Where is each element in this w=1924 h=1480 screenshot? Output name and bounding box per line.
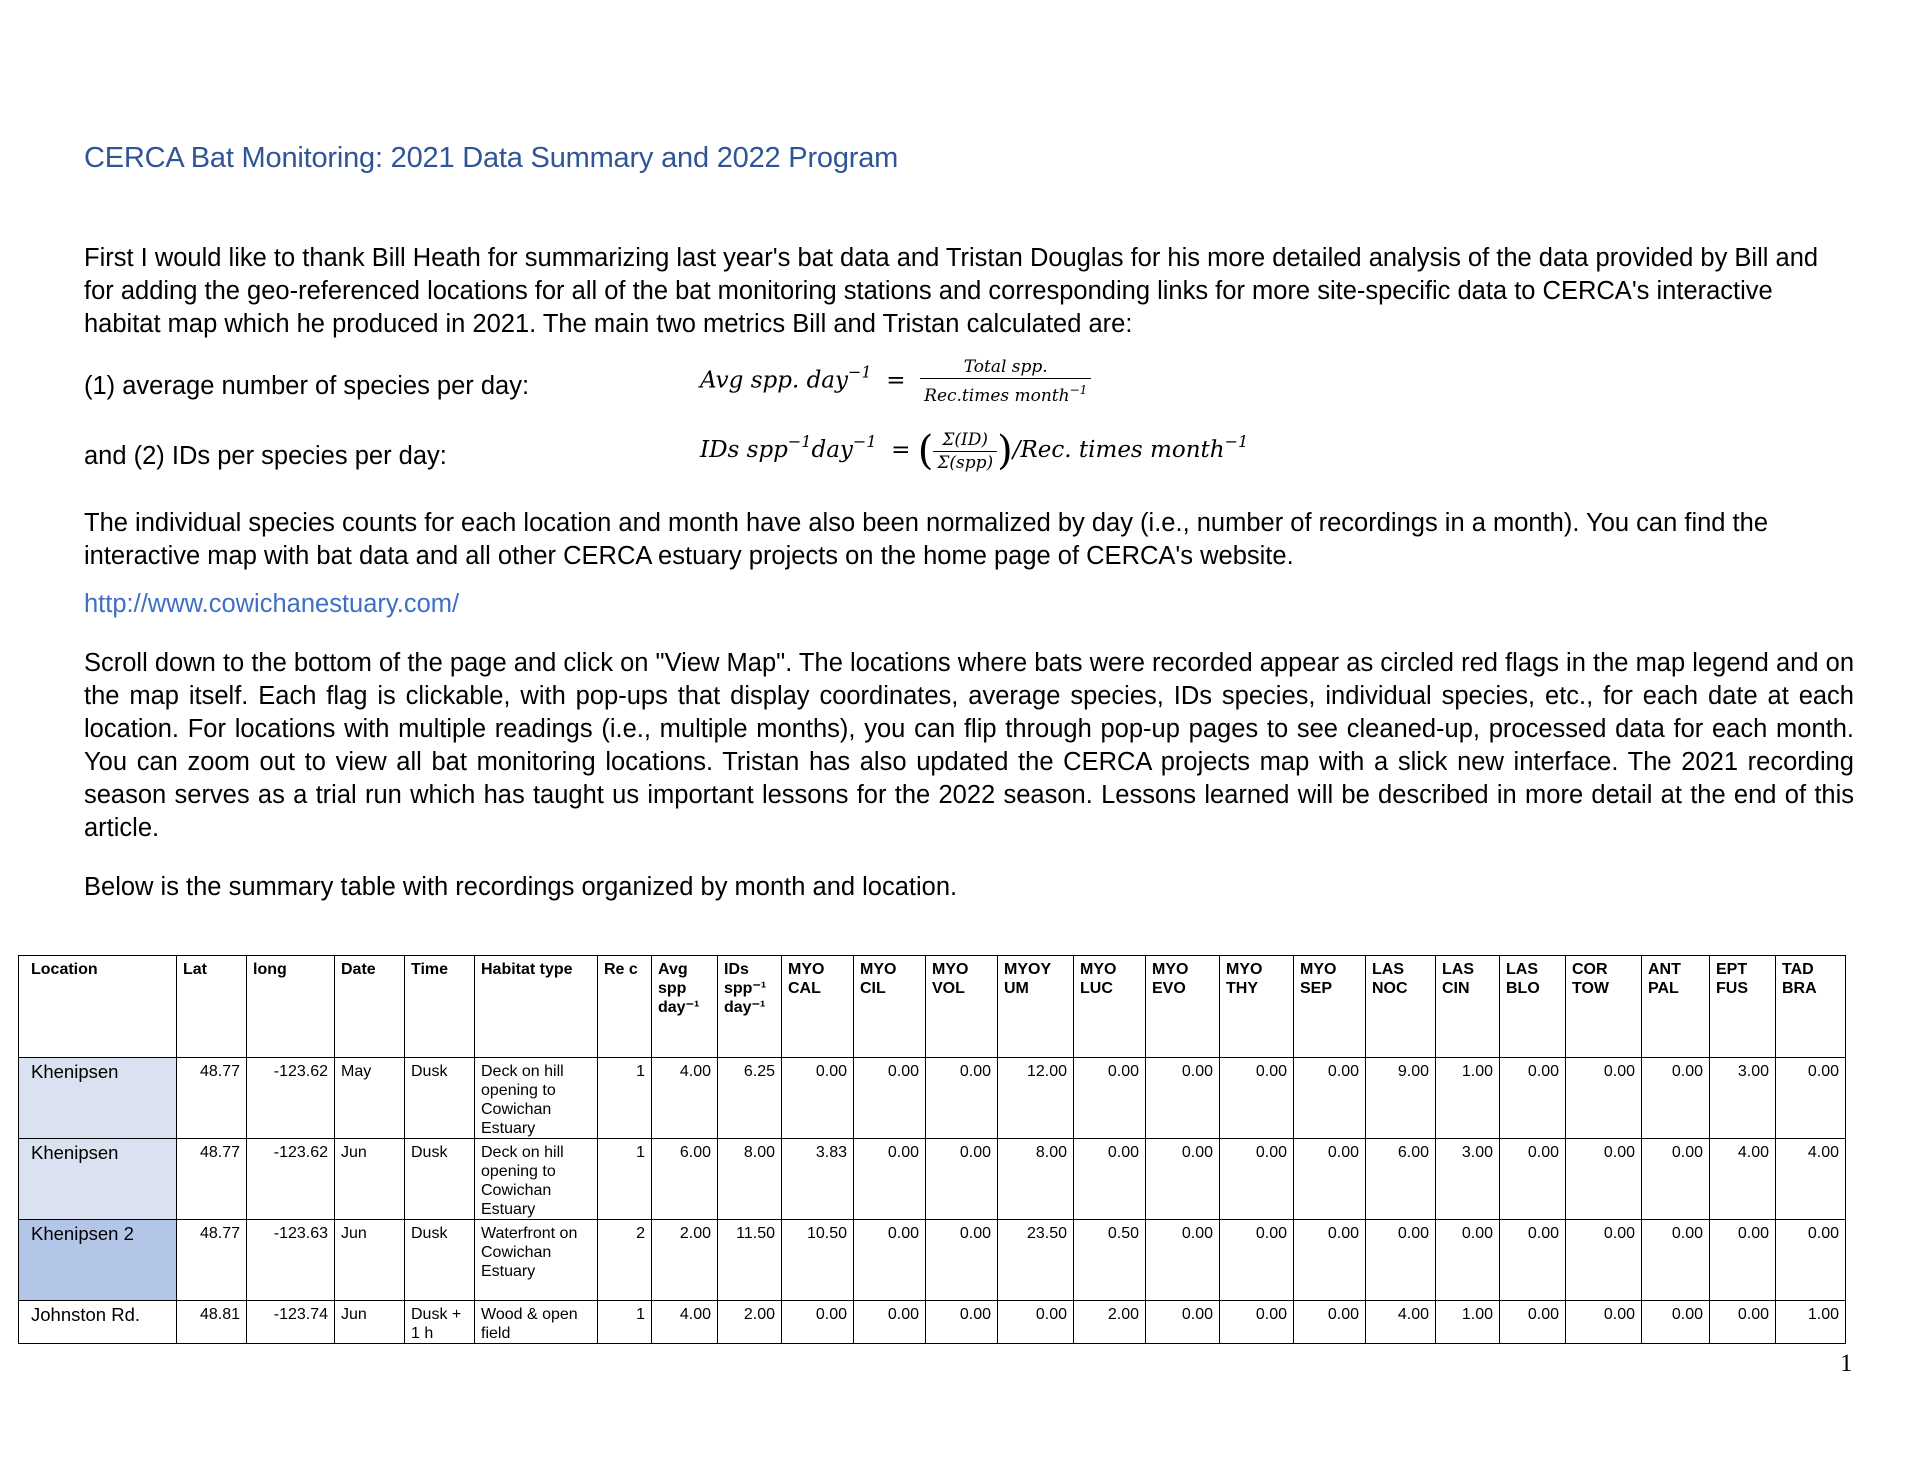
table-cell: 0.00 xyxy=(1220,1220,1294,1301)
column-header: LAS BLO xyxy=(1500,956,1566,1058)
table-cell: 0.00 xyxy=(1074,1139,1146,1220)
table-cell: 1.00 xyxy=(1776,1301,1846,1344)
metric2-lhs-mid: day xyxy=(811,437,853,463)
table-cell: 11.50 xyxy=(718,1220,782,1301)
column-header: EPT FUS xyxy=(1710,956,1776,1058)
table-cell: -123.62 xyxy=(247,1139,335,1220)
table-cell: Jun xyxy=(335,1301,405,1344)
table-cell: Wood & open field xyxy=(475,1301,598,1344)
location-cell: Khenipsen xyxy=(19,1139,177,1220)
table-cell: 4.00 xyxy=(652,1058,718,1139)
table-cell: 0.00 xyxy=(1566,1139,1642,1220)
table-cell: 6.25 xyxy=(718,1058,782,1139)
metric2-numerator: Σ(ID) xyxy=(933,429,997,452)
column-header: Habitat type xyxy=(475,956,598,1058)
table-cell: 0.00 xyxy=(926,1139,998,1220)
metric1-label: (1) average number of species per day: xyxy=(84,372,530,400)
table-cell: 0.00 xyxy=(854,1139,926,1220)
page-title: CERCA Bat Monitoring: 2021 Data Summary and 2022 Program xyxy=(84,142,899,174)
table-cell: 0.00 xyxy=(1776,1220,1846,1301)
metric2-lhs-exp2: −1 xyxy=(852,432,877,451)
table-row xyxy=(19,1139,1846,1220)
table-cell: -123.62 xyxy=(247,1058,335,1139)
column-header: MYOY UM xyxy=(998,956,1074,1058)
column-header: MYO CAL xyxy=(782,956,854,1058)
metric2-fraction xyxy=(933,429,997,474)
column-header: Location xyxy=(19,956,177,1058)
table-cell: Dusk xyxy=(405,1220,475,1301)
table-cell: 0.00 xyxy=(926,1301,998,1344)
table-cell: Deck on hill opening to Cowichan Estuary xyxy=(475,1139,598,1220)
table-cell: 0.00 xyxy=(998,1301,1074,1344)
column-header: IDs spp⁻¹ day⁻¹ xyxy=(718,956,782,1058)
table-cell: 4.00 xyxy=(1366,1301,1436,1344)
website-link[interactable]: http://www.cowichanestuary.com/ xyxy=(84,590,460,618)
table-cell: 0.00 xyxy=(1642,1301,1710,1344)
map-instructions-paragraph: Scroll down to the bottom of the page and click on "View Map". The locations where bats were recorded appear as circled red flags in the map legend and on the map itself. Each flag is clickable, with pop-ups that display coordinates, average species, IDs species, individual species, etc., for each date at each location. For locations with multiple readings (i.e., multiple months), you can flip through pop-up pages to see cleaned-up, processed data for each month. You can zoom out to view all bat monitoring locations. Tristan has also updated the CERCA projects map with a slick new interface. The 2021 recording season serves as a trial run which has taught us important lessons for the 2022 season. Lessons learned will be described in more detail at the end of this article. xyxy=(84,649,1854,842)
metric1-fraction xyxy=(920,356,1091,407)
table-cell: 0.00 xyxy=(1220,1058,1294,1139)
table-cell: 0.00 xyxy=(1220,1139,1294,1220)
table-cell: 8.00 xyxy=(718,1139,782,1220)
metric1-formula: Avg spp. day$^{-1}$ = $\frac{\text{Total spp.}}{Rec.times month^{-1}}$ xyxy=(700,356,1091,407)
table-cell: Jun xyxy=(335,1220,405,1301)
normalization-paragraph: The individual species counts for each location and month have also been normalized by day (i.e., number of recordings in a month). You can find the interactive map with bat data and all other CERCA estuary projects on the home page of CERCA's website. xyxy=(84,509,1769,570)
table-cell: 48.77 xyxy=(177,1139,247,1220)
table-cell: 4.00 xyxy=(1710,1139,1776,1220)
table-cell: 0.00 xyxy=(854,1301,926,1344)
column-header: LAS CIN xyxy=(1436,956,1500,1058)
table-cell: -123.74 xyxy=(247,1301,335,1344)
metric1-lhs: Avg spp. day xyxy=(700,367,849,394)
table-cell: 1 xyxy=(598,1301,652,1344)
table-cell: 0.00 xyxy=(1220,1301,1294,1344)
table-cell: 6.00 xyxy=(652,1139,718,1220)
table-cell: Dusk xyxy=(405,1139,475,1220)
metric2-lhs-exp1: −1 xyxy=(787,432,812,451)
table-cell: 9.00 xyxy=(1366,1058,1436,1139)
table-cell: 0.50 xyxy=(1074,1220,1146,1301)
table-cell: 0.00 xyxy=(854,1220,926,1301)
column-header: MYO SEP xyxy=(1294,956,1366,1058)
table-cell: 0.00 xyxy=(1146,1220,1220,1301)
metric1-denominator: Rec.times month xyxy=(924,386,1070,406)
table-cell: 0.00 xyxy=(1642,1220,1710,1301)
column-header: MYO THY xyxy=(1220,956,1294,1058)
column-header: Time xyxy=(405,956,475,1058)
table-cell: 3.83 xyxy=(782,1139,854,1220)
column-header: MYO LUC xyxy=(1074,956,1146,1058)
table-cell: 0.00 xyxy=(1294,1301,1366,1344)
metric2-formula: IDs spp$^{-1}$day$^{-1}$ = ( $\frac{\Sigma(ID)}{\text{Σ(spp)}}$ )/Rec. times month$^{-1}$ xyxy=(700,428,1249,474)
table-cell: 2.00 xyxy=(718,1301,782,1344)
metric1-numerator: Total spp. xyxy=(920,356,1091,379)
table-cell: 2.00 xyxy=(1074,1301,1146,1344)
table-cell: 48.81 xyxy=(177,1301,247,1344)
table-cell: 0.00 xyxy=(1500,1139,1566,1220)
table-cell: 0.00 xyxy=(1146,1139,1220,1220)
bat-summary-table xyxy=(18,955,1846,1344)
table-cell: Dusk xyxy=(405,1058,475,1139)
column-header: Re c xyxy=(598,956,652,1058)
table-cell: 0.00 xyxy=(1642,1058,1710,1139)
column-header: TAD BRA xyxy=(1776,956,1846,1058)
table-cell: 0.00 xyxy=(1146,1058,1220,1139)
table-row xyxy=(19,1220,1846,1301)
table-cell: 0.00 xyxy=(782,1058,854,1139)
column-header: ANT PAL xyxy=(1642,956,1710,1058)
table-cell: 3.00 xyxy=(1436,1139,1500,1220)
table-cell: 0.00 xyxy=(1436,1220,1500,1301)
table-cell: 2.00 xyxy=(652,1220,718,1301)
location-cell: Khenipsen 2 xyxy=(19,1220,177,1301)
table-cell: 4.00 xyxy=(652,1301,718,1344)
table-cell: 1.00 xyxy=(1436,1058,1500,1139)
table-cell: 0.00 xyxy=(1294,1058,1366,1139)
table-cell: 10.50 xyxy=(782,1220,854,1301)
column-header: MYO CIL xyxy=(854,956,926,1058)
table-cell: 0.00 xyxy=(1146,1301,1220,1344)
table-cell: 0.00 xyxy=(1642,1139,1710,1220)
table-cell: 23.50 xyxy=(998,1220,1074,1301)
table-cell: Dusk + 1 h xyxy=(405,1301,475,1344)
column-header: MYO EVO xyxy=(1146,956,1220,1058)
table-cell: 6.00 xyxy=(1366,1139,1436,1220)
table-cell: 48.77 xyxy=(177,1220,247,1301)
table-header-row xyxy=(19,956,1846,1058)
table-cell: 0.00 xyxy=(1074,1058,1146,1139)
table-cell: -123.63 xyxy=(247,1220,335,1301)
table-cell: 0.00 xyxy=(926,1220,998,1301)
table-cell: 0.00 xyxy=(1500,1058,1566,1139)
table-cell: Deck on hill opening to Cowichan Estuary xyxy=(475,1058,598,1139)
intro-paragraph: First I would like to thank Bill Heath for summarizing last year's bat data and Tristan Douglas for his more detailed analysis of the data provided by Bill and for adding the geo-referenced locations for all of the bat monitoring stations and corresponding links for more site-specific data to CERCA's interactive habitat map which he produced in 2021. The main two metrics Bill and Tristan calculated are: xyxy=(84,244,1819,338)
metric1-den-exp: −1 xyxy=(1069,383,1088,397)
table-cell: 0.00 xyxy=(926,1058,998,1139)
column-header: MYO VOL xyxy=(926,956,998,1058)
location-cell: Khenipsen xyxy=(19,1058,177,1139)
table-intro-paragraph: Below is the summary table with recordings organized by month and location. xyxy=(84,873,958,901)
table-cell: Jun xyxy=(335,1139,405,1220)
table-cell: 1 xyxy=(598,1139,652,1220)
table-cell: 4.00 xyxy=(1776,1139,1846,1220)
table-cell: 0.00 xyxy=(854,1058,926,1139)
table-cell: 2 xyxy=(598,1220,652,1301)
table-cell: 0.00 xyxy=(782,1301,854,1344)
table-cell: 1 xyxy=(598,1058,652,1139)
page-number: 1 xyxy=(1840,1350,1853,1377)
table-cell: 0.00 xyxy=(1566,1301,1642,1344)
metric1-lhs-exp: −1 xyxy=(848,362,872,382)
table-cell: 0.00 xyxy=(1500,1301,1566,1344)
table-cell: 0.00 xyxy=(1566,1220,1642,1301)
table-cell: 3.00 xyxy=(1710,1058,1776,1139)
column-header: Date xyxy=(335,956,405,1058)
table-cell: 8.00 xyxy=(998,1139,1074,1220)
table-cell: 12.00 xyxy=(998,1058,1074,1139)
table-cell: 0.00 xyxy=(1294,1139,1366,1220)
column-header: LAS NOC xyxy=(1366,956,1436,1058)
table-cell: Waterfront on Cowichan Estuary xyxy=(475,1220,598,1301)
table-cell: 0.00 xyxy=(1366,1220,1436,1301)
metric2-label: and (2) IDs per species per day: xyxy=(84,442,447,470)
table-cell: 0.00 xyxy=(1710,1220,1776,1301)
table-cell: 1.00 xyxy=(1436,1301,1500,1344)
table-row xyxy=(19,1301,1846,1344)
table-cell: 0.00 xyxy=(1566,1058,1642,1139)
column-header: Avg spp day⁻¹ xyxy=(652,956,718,1058)
table-cell: 0.00 xyxy=(1500,1220,1566,1301)
table-row xyxy=(19,1058,1846,1139)
metric2-tail-exp: −1 xyxy=(1224,432,1249,451)
table-cell: 0.00 xyxy=(1294,1220,1366,1301)
column-header: COR TOW xyxy=(1566,956,1642,1058)
column-header: long xyxy=(247,956,335,1058)
table-cell: May xyxy=(335,1058,405,1139)
column-header: Lat xyxy=(177,956,247,1058)
metric2-tail: /Rec. times month xyxy=(1012,437,1225,463)
table-cell: 0.00 xyxy=(1776,1058,1846,1139)
table-cell: 0.00 xyxy=(1710,1301,1776,1344)
metric2-denominator: Σ(spp) xyxy=(937,452,994,473)
table-cell: 48.77 xyxy=(177,1058,247,1139)
metric2-lhs: IDs spp xyxy=(700,437,788,463)
location-cell: Johnston Rd. xyxy=(19,1301,177,1344)
